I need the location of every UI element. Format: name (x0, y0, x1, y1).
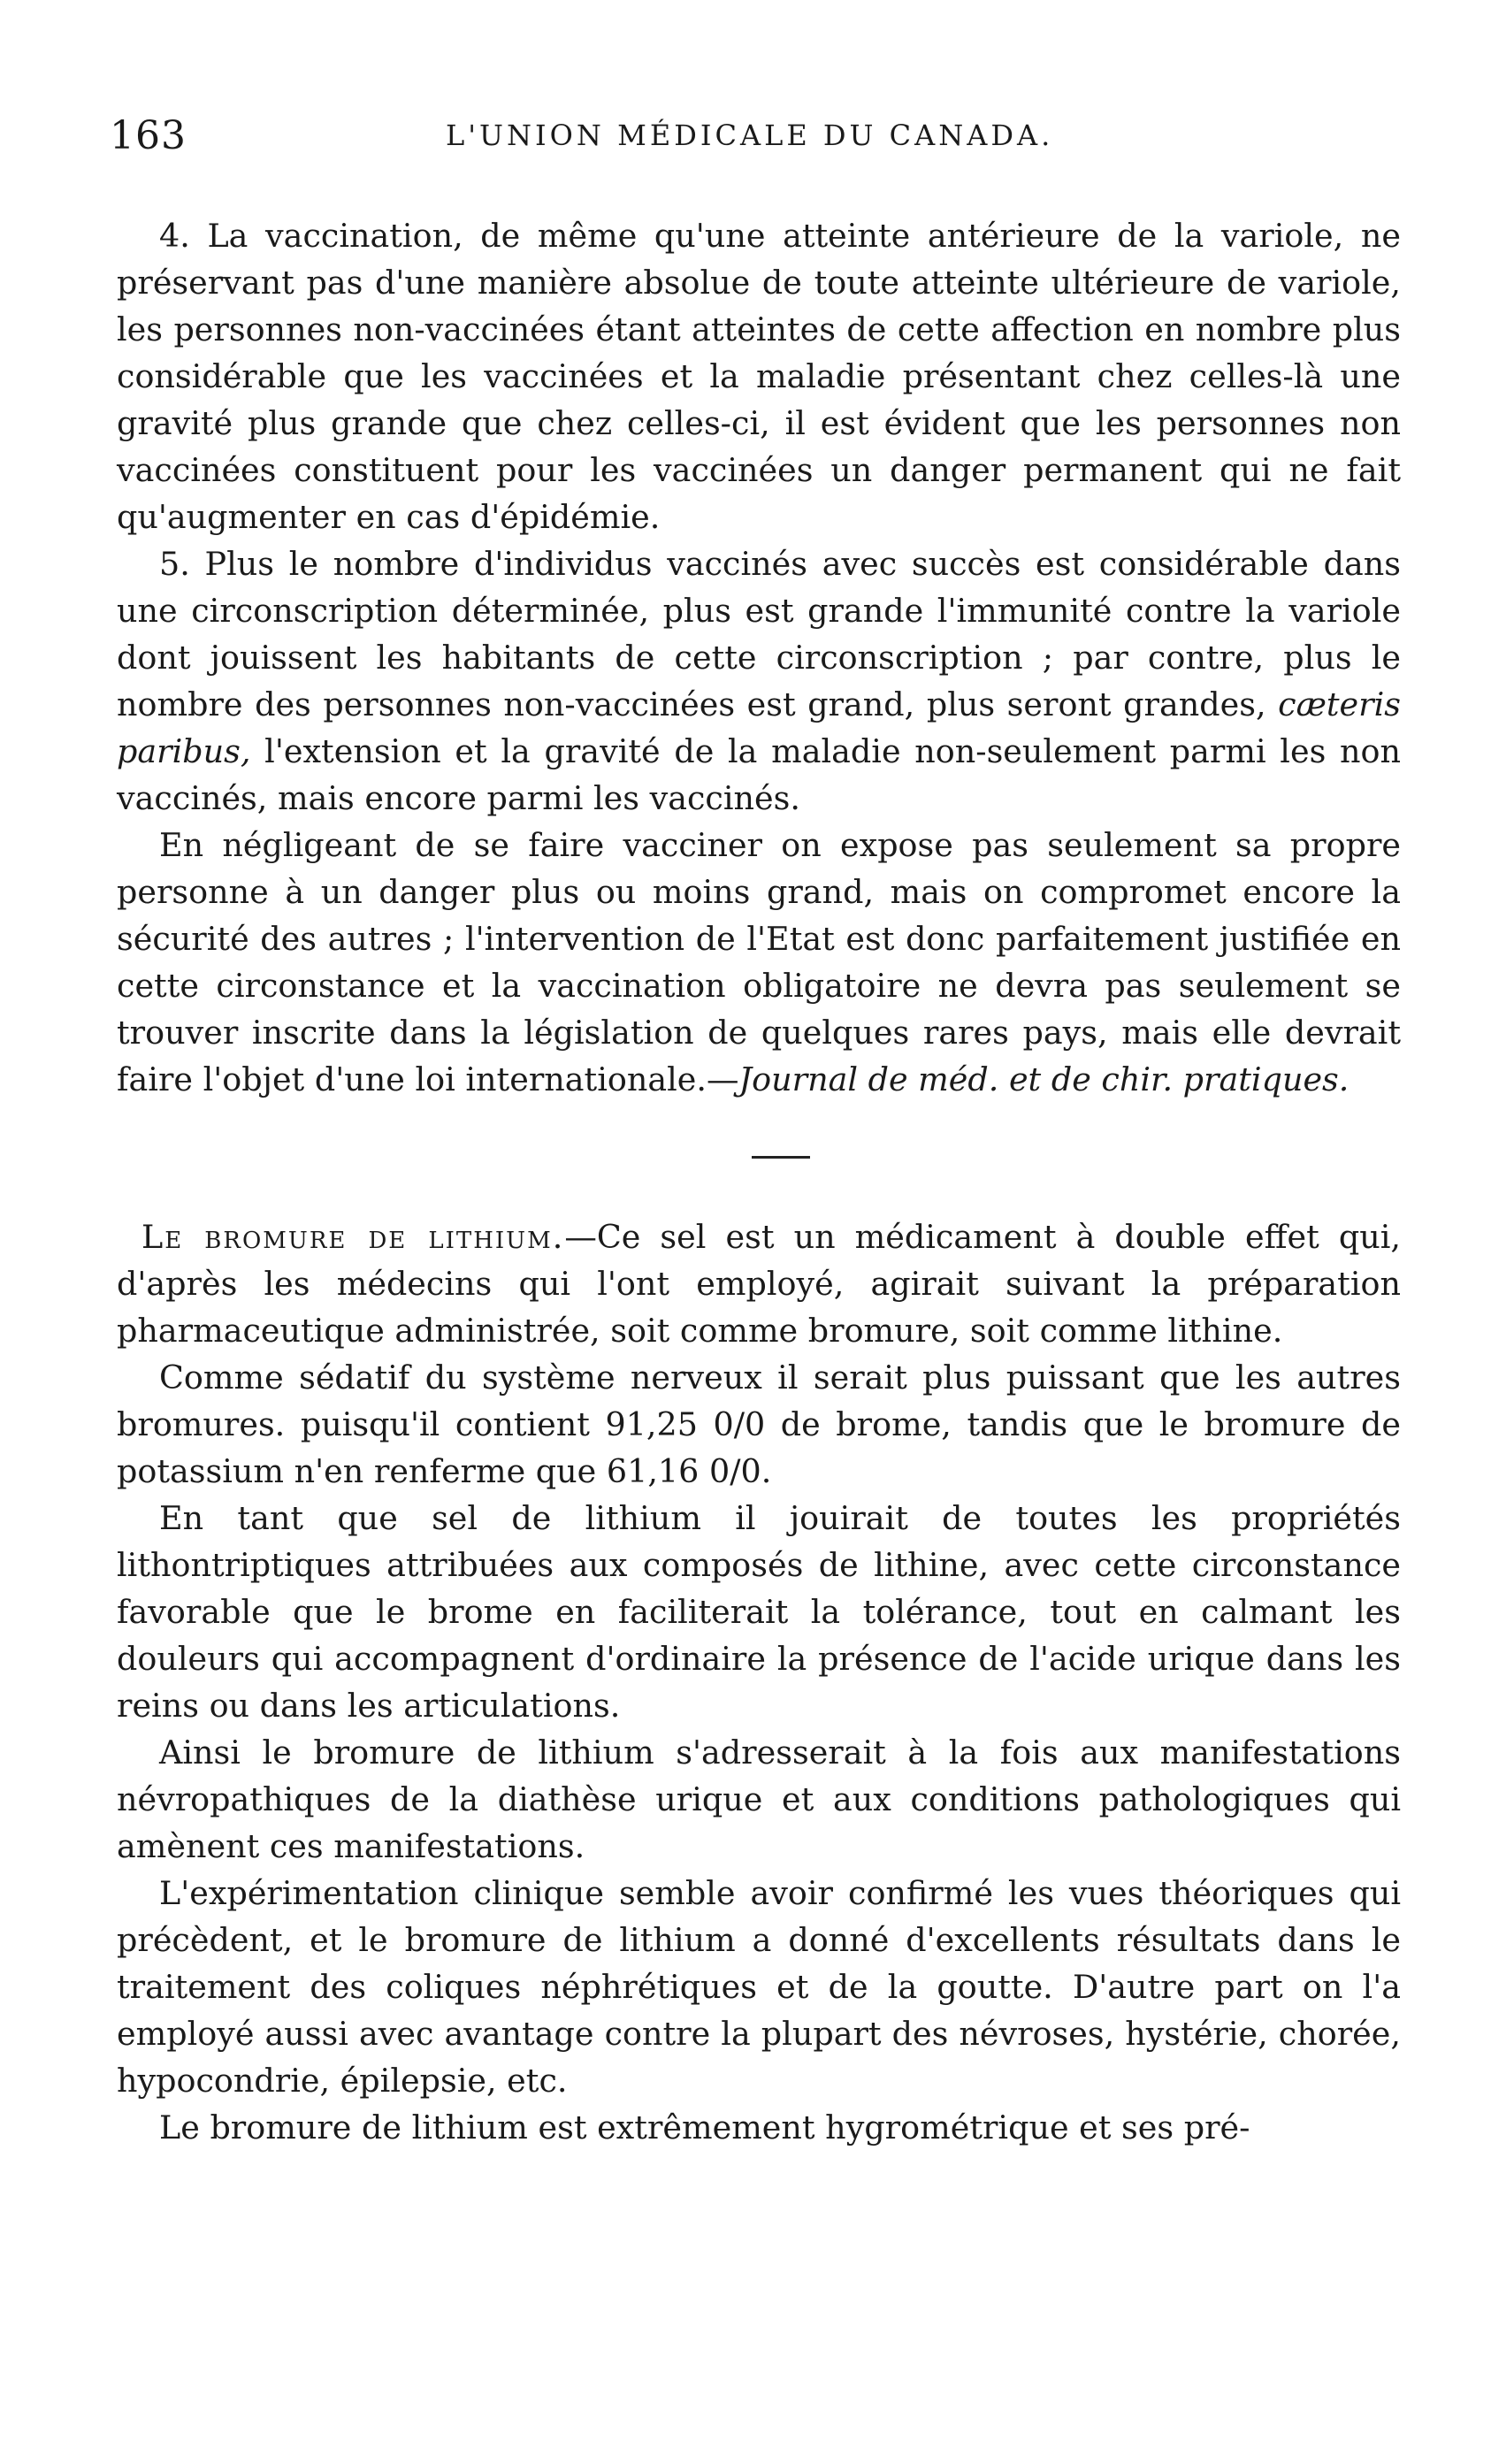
page-number: 163 (110, 113, 187, 158)
page-body (117, 212, 1401, 2151)
paragraph-sedatif: Comme sédatif du système nerveux il serait plus puissant que les autres bromures. puisqu'il contient 91,25 0/0 de brome, tandis que le bromure de potassium n'en renferme que 61,16 0/0. (117, 1358, 1401, 1490)
paragraph-conclusion (117, 822, 1401, 1103)
article-vaccination (117, 212, 1401, 1103)
paragraph-5-text-end: l'extension et la gravité de la maladie non-seulement parmi les non vaccinés, mais encore parmi les vaccinés. (117, 732, 1401, 817)
article-intro-text: —Ce sel est un médicament à double effet qui, d'après les médecins qui l'ont employé, agirait suivant la préparation pharmaceutique administrée, soit comme bromure, soit comme lithine. (117, 1218, 1401, 1350)
paragraph-conclusion-text: En négligeant de se faire vacciner on expose pas seulement sa propre personne à un danger plus ou moins grand, mais on compromet encore la sécurité des autres ; l'intervention de l'Etat est donc parfaitement justifiée en cette circonstance et la vaccination obligatoire ne devra pas seulement se trouver inscrite dans la législation de quelques rares pays, mais elle devrait faire l'objet d'une loi internationale.— (117, 826, 1401, 1098)
paragraph-hygrometric: Le bromure de lithium est extrêmement hygrométrique et ses pré- (159, 2108, 1250, 2146)
paragraph-clinical: L'expérimentation clinique semble avoir confirmé les vues théoriques qui précèdent, et le bromure de lithium a donné d'excellents résultats dans le traitement des coliques néphrétiques et de la goutte. D'autre part on l'a employé aussi avec avantage contre la plupart des névroses, hystérie, chorée, hypocondrie, épilepsie, etc. (117, 1874, 1401, 2100)
paragraph-5-text: 5. Plus le nombre d'individus vaccinés avec succès est considérable dans une circonscription déterminée, plus est grande l'immunité contre la variole dont jouissent les habitants de cette circonscription ; par contre, plus le nombre des personnes non-vaccinées est grand, plus seront grandes, (117, 545, 1401, 723)
paragraph-5 (117, 540, 1401, 822)
paragraph-5-italic: cæteris paribus, (117, 685, 1401, 770)
paragraph-diathese: Ainsi le bromure de lithium s'adresserait à la fois aux manifestations névropathiques de la diathèse urique et aux conditions pathologiques qui amènent ces manifestations. (117, 1733, 1401, 1865)
page-header (110, 113, 1401, 166)
article-intro-paragraph (117, 1213, 1401, 1354)
section-separator (752, 1156, 810, 1159)
paragraph-lithium-salt: En tant que sel de lithium il jouirait de toutes les propriétés lithontriptiques attribuées aux composés de lithine, avec cette circonstance favorable que le brome en faciliterait la tolérance, tout en calmant les douleurs qui accompagnent d'ordinaire la présence de l'acide urique dans les reins ou dans les articulations. (117, 1499, 1401, 1725)
running-title: L'UNION MÉDICALE DU CANADA. (446, 119, 1054, 152)
article-title: Le bromure de lithium. (141, 1218, 565, 1256)
source-citation: Journal de méd. et de chir. pratiques. (738, 1060, 1350, 1098)
article-bromure-lithium (117, 1213, 1401, 2151)
paragraph-4: 4. La vaccination, de même qu'une atteinte antérieure de la variole, ne préservant pas d'une manière absolue de toute atteinte ultérieure de variole, les personnes non-vaccinées étant atteintes de cette affection en nombre plus considérable que les vaccinées et la maladie présentant chez celles-là une gravité plus grande que chez celles-ci, il est évident que les personnes non vaccinées constituent pour les vaccinées un danger permanent qui ne fait qu'augmenter en cas d'épidémie. (117, 217, 1401, 536)
